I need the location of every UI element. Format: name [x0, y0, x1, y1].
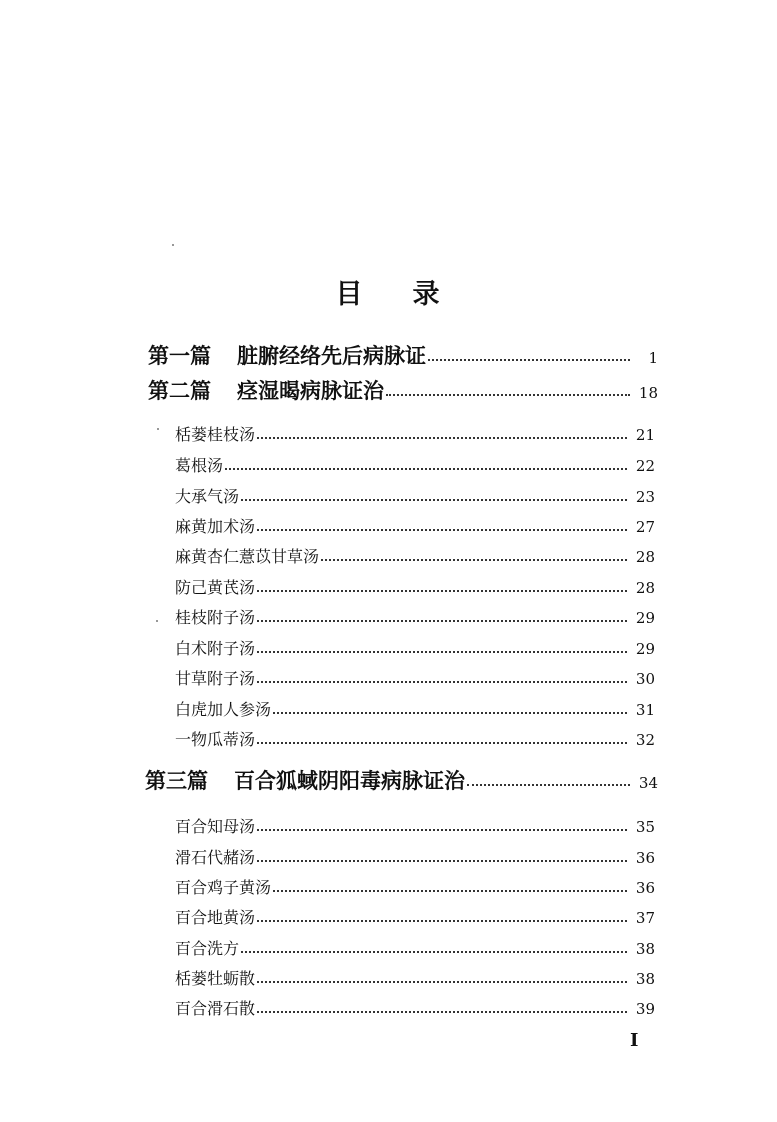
dot-leader: [386, 393, 630, 396]
toc-entry: [175, 845, 655, 868]
chapter-title: 百合狐蜮阴阳毒病脉证治: [234, 769, 465, 793]
toc-entry: [175, 966, 655, 989]
toc-entry: [175, 727, 655, 750]
toc-entry: [175, 666, 655, 689]
toc-entry: [175, 996, 655, 1019]
dot-leader: [273, 889, 627, 892]
entry-title: 防己黄芪汤: [175, 578, 256, 597]
entry-title: 一物瓜蒂汤: [175, 730, 256, 749]
dot-leader: [257, 919, 627, 922]
entry-title: 大承气汤: [175, 487, 240, 506]
chapter-title: 痉湿暍病脉证治: [237, 379, 384, 403]
toc-entry: [175, 605, 655, 628]
page-number: 31: [635, 701, 655, 719]
page-number: 29: [635, 609, 655, 627]
scan-speck: [172, 244, 174, 246]
page-number: 29: [635, 640, 655, 658]
toc-chapter-1: [148, 340, 658, 370]
page-number: 35: [635, 818, 655, 836]
entry-title: 桂枝附子汤: [175, 608, 256, 627]
page-number: 21: [635, 426, 655, 444]
page-number: 22: [635, 457, 655, 475]
entry-title: 滑石代赭汤: [175, 848, 256, 867]
dot-leader: [257, 680, 627, 683]
toc-entry: [175, 575, 655, 598]
entry-title: 白虎加人参汤: [175, 700, 272, 719]
toc-entry: [175, 544, 655, 567]
entry-title: 麻黄杏仁薏苡甘草汤: [175, 547, 320, 566]
page-number: 38: [635, 970, 655, 988]
page-number: 37: [635, 909, 655, 927]
toc-chapter-3: [145, 765, 658, 795]
dot-leader: [225, 467, 627, 470]
page-number: 34: [638, 774, 658, 792]
scan-speck: [157, 428, 159, 430]
entry-title: 百合知母汤: [175, 817, 256, 836]
folio-page-number: I: [630, 1030, 639, 1051]
title-char-right: 录: [412, 279, 442, 310]
page-number: 32: [635, 731, 655, 749]
page-number: 36: [635, 849, 655, 867]
dot-leader: [467, 783, 630, 786]
dot-leader: [257, 980, 627, 983]
page-number: 18: [638, 384, 658, 402]
page-number: 30: [635, 670, 655, 688]
toc-entry: [175, 453, 655, 476]
dot-leader: [321, 558, 627, 561]
dot-leader: [241, 950, 627, 953]
dot-leader: [257, 650, 627, 653]
page-number: 27: [635, 518, 655, 536]
toc-entry: [175, 905, 655, 928]
dot-leader: [257, 741, 627, 744]
chapter-number: 第一篇: [148, 344, 211, 368]
page-number: 39: [635, 1000, 655, 1018]
toc-chapter-2: [148, 375, 658, 405]
toc-entry: [175, 514, 655, 537]
entry-title: 百合洗方: [175, 939, 240, 958]
entry-title: 白术附子汤: [175, 639, 256, 658]
toc-entry: [175, 936, 655, 959]
dot-leader: [257, 528, 627, 531]
toc-entry: [175, 814, 655, 837]
dot-leader: [273, 711, 627, 714]
scan-speck: [156, 620, 158, 622]
toc-entry: [175, 875, 655, 898]
entry-title: 麻黄加术汤: [175, 517, 256, 536]
dot-leader: [257, 619, 627, 622]
entry-title: 百合鸡子黄汤: [175, 878, 272, 897]
toc-entry: [175, 484, 655, 507]
page-number: 38: [635, 940, 655, 958]
page-number: 36: [635, 879, 655, 897]
chapter-number: 第二篇: [148, 379, 211, 403]
entry-title: 葛根汤: [175, 456, 224, 475]
page-number: 28: [635, 548, 655, 566]
dot-leader: [428, 358, 630, 361]
entry-title: 百合滑石散: [175, 999, 256, 1018]
toc-entry: [175, 422, 655, 445]
title-char-left: 目: [335, 279, 365, 310]
dot-leader: [257, 1010, 627, 1013]
entry-title: 百合地黄汤: [175, 908, 256, 927]
page-number: 28: [635, 579, 655, 597]
chapter-title: 脏腑经络先后病脉证: [237, 344, 426, 368]
toc-entry: [175, 636, 655, 659]
entry-title: 栝蒌桂枝汤: [175, 425, 256, 444]
dot-leader: [257, 589, 627, 592]
dot-leader: [241, 498, 627, 501]
dot-leader: [257, 859, 627, 862]
page-number: 1: [648, 349, 658, 367]
chapter-number: 第三篇: [145, 769, 208, 793]
dot-leader: [257, 828, 627, 831]
entry-title: 甘草附子汤: [175, 669, 256, 688]
toc-entry: [175, 697, 655, 720]
dot-leader: [257, 436, 627, 439]
entry-title: 栝蒌牡蛎散: [175, 969, 256, 988]
page-number: 23: [635, 488, 655, 506]
